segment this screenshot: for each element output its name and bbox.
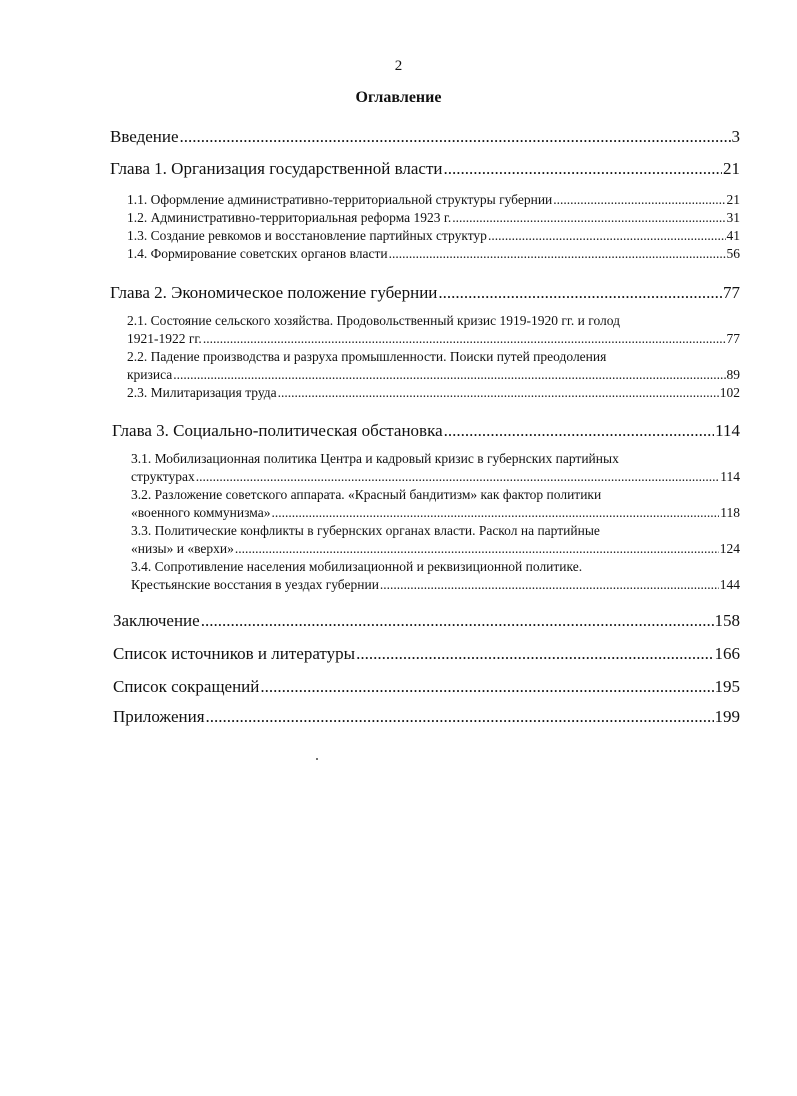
toc-entry-page: 41 xyxy=(726,228,740,243)
toc-entry-label: Приложения xyxy=(113,707,205,726)
toc-entry-section-3-3 xyxy=(131,541,740,557)
toc-entry-label: 1.2. Административно-территориальная реформа 1923 г. xyxy=(127,210,452,225)
toc-entry-introduction xyxy=(110,127,740,147)
scan-speck xyxy=(316,758,318,760)
dot-leader xyxy=(389,246,726,262)
toc-entry-section-2-1-line1: 2.1. Состояние сельского хозяйства. Продовольственный кризис 1919-1920 гг. и голод xyxy=(127,313,621,328)
toc-entry-page: 118 xyxy=(720,505,740,520)
toc-entry-label: Список источников и литературы xyxy=(113,644,356,663)
toc-entry-section-3-1-line1: 3.1. Мобилизационная политика Центра и кадровый кризис в губернских партийных xyxy=(131,451,619,466)
dot-leader xyxy=(206,707,714,727)
toc-entry-section-3-2-line1: 3.2. Разложение советского аппарата. «Красный бандитизм» как фактор политики xyxy=(131,487,602,502)
toc-entry-section-1-1 xyxy=(127,192,740,208)
toc-entry-page: 21 xyxy=(723,159,740,178)
toc-entry-sources xyxy=(113,644,740,664)
toc-entry-conclusion xyxy=(113,611,740,631)
toc-entry-label: Глава 2. Экономическое положение губернии xyxy=(110,283,438,302)
dot-leader xyxy=(180,127,731,147)
dot-leader xyxy=(356,644,713,664)
dot-leader xyxy=(260,677,713,697)
toc-entry-label: кризиса xyxy=(127,367,173,382)
toc-entry-label: Список сокращений xyxy=(113,677,260,696)
dot-leader xyxy=(235,541,719,557)
toc-entry-section-2-2 xyxy=(127,367,740,383)
dot-leader xyxy=(488,228,726,244)
toc-entry-label: Глава 1. Организация государственной власти xyxy=(110,159,443,178)
toc-entry-page: 114 xyxy=(715,421,740,440)
toc-entry-section-3-4-line1: 3.4. Сопротивление населения мобилизационной и реквизиционной политике. xyxy=(131,559,583,574)
toc-entry-label: 2.3. Милитаризация труда xyxy=(127,385,277,400)
toc-entry-page: 158 xyxy=(714,611,740,630)
toc-entry-label: 1921-1922 гг. xyxy=(127,331,202,346)
toc-entry-section-3-3-line1: 3.3. Политические конфликты в губернских органах власти. Раскол на партийные xyxy=(131,523,600,538)
toc-entry-label: 1.3. Создание ревкомов и восстановление партийных структур xyxy=(127,228,487,243)
dot-leader xyxy=(438,283,722,303)
dot-leader xyxy=(203,331,726,347)
toc-entry-label: Глава 3. Социально-политическая обстановка xyxy=(112,421,443,440)
toc-entry-label: Крестьянские восстания в уездах губернии xyxy=(131,577,379,592)
toc-entry-page: 77 xyxy=(723,283,740,302)
dot-leader xyxy=(196,469,720,485)
dot-leader xyxy=(278,385,719,401)
toc-entry-label: 1.4. Формирование советских органов власти xyxy=(127,246,388,261)
toc-entry-section-2-2-line1: 2.2. Падение производства и разруха промышленности. Поиски путей преодоления xyxy=(127,349,607,364)
toc-entry-page: 102 xyxy=(719,385,740,400)
toc-entry-page: 199 xyxy=(714,707,740,726)
dot-leader xyxy=(444,159,722,179)
toc-entry-page: 77 xyxy=(726,331,740,346)
toc-entry-page: 124 xyxy=(719,541,740,556)
toc-entry-page: 89 xyxy=(726,367,740,382)
toc-entry-section-1-2 xyxy=(127,210,740,226)
page-title: Оглавление xyxy=(355,89,442,106)
dot-leader xyxy=(380,577,719,593)
toc-entry-section-3-4 xyxy=(131,577,740,593)
toc-entry-abbreviations xyxy=(113,677,740,697)
dot-leader xyxy=(201,611,714,631)
toc-entry-page: 3 xyxy=(731,127,740,146)
toc-entry-page: 21 xyxy=(726,192,740,207)
dot-leader xyxy=(271,505,719,521)
toc-entry-label: Введение xyxy=(110,127,179,146)
toc-entry-page: 114 xyxy=(720,469,740,484)
toc-entry-chapter-2 xyxy=(110,283,740,303)
toc-entry-section-2-1 xyxy=(127,331,740,347)
toc-entry-section-2-3 xyxy=(127,385,740,401)
toc-entry-chapter-3 xyxy=(112,421,740,441)
toc-entry-page: 144 xyxy=(719,577,740,592)
toc-entry-section-3-2 xyxy=(131,505,740,521)
toc-entry-page: 31 xyxy=(726,210,740,225)
toc-entry-label: структурах xyxy=(131,469,195,484)
toc-entry-appendices xyxy=(113,707,740,727)
toc-entry-page: 56 xyxy=(726,246,740,261)
dot-leader xyxy=(444,421,715,441)
toc-entry-label: Заключение xyxy=(113,611,200,630)
dot-leader xyxy=(553,192,725,208)
page-number: 2 xyxy=(394,58,403,74)
toc-entry-label: «низы» и «верхи» xyxy=(131,541,234,556)
toc-entry-section-1-3 xyxy=(127,228,740,244)
dot-leader xyxy=(173,367,725,383)
toc-entry-page: 195 xyxy=(714,677,740,696)
toc-entry-section-3-1 xyxy=(131,469,740,485)
toc-entry-label: 1.1. Оформление административно-территориальной структуры губернии xyxy=(127,192,553,207)
toc-entry-page: 166 xyxy=(714,644,740,663)
toc-entry-section-1-4 xyxy=(127,246,740,262)
toc-entry-chapter-1 xyxy=(110,159,740,179)
dot-leader xyxy=(452,210,725,226)
toc-entry-label: «военного коммунизма» xyxy=(131,505,271,520)
